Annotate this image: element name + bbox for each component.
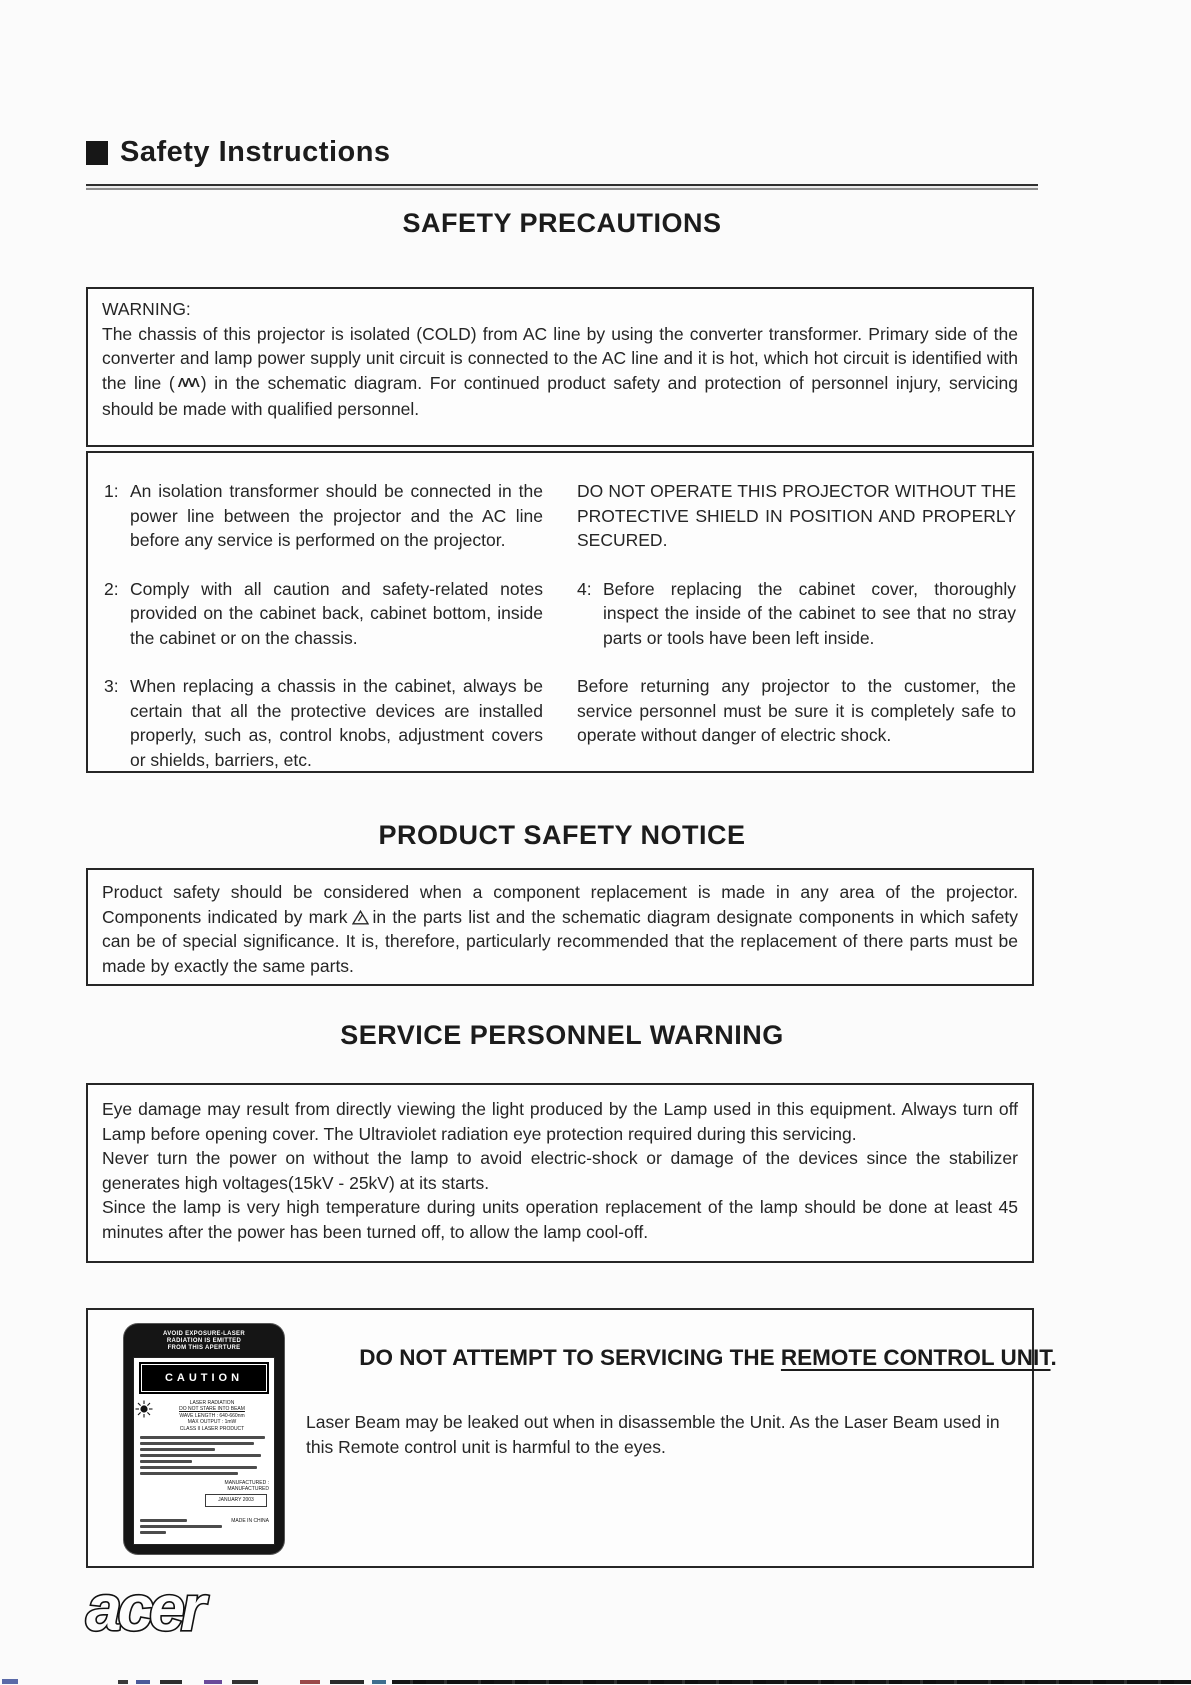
item-text: When replacing a chassis in the cabinet, always be certain that all the protective devices are installed properly, such as, control knobs, adjustment covers or shields, barriers, etc. bbox=[130, 676, 543, 770]
psn-text-part1: Product safety should be considered when a component replacement is made in any area of the projector. Components indicated by mark bbox=[102, 882, 1018, 927]
label-top-warning bbox=[124, 1324, 284, 1352]
label-top-line: RADIATION IS EMITTED bbox=[166, 1338, 242, 1344]
caution-banner: CAUTION bbox=[139, 1362, 269, 1394]
manufactured-line: MANUFACTURED : bbox=[224, 1480, 269, 1486]
item-number: 3: bbox=[104, 676, 119, 696]
item-number: 2: bbox=[104, 578, 119, 599]
fine-print-line bbox=[140, 1448, 215, 1451]
fine-print-line bbox=[140, 1460, 192, 1463]
scan-speckle bbox=[330, 1680, 364, 1684]
item-text: Comply with all caution and safety-related notes provided on the cabinet back, cabinet bottom, inside the cabinet or on the chassis. bbox=[130, 578, 543, 648]
page-title bbox=[86, 136, 391, 169]
scan-speckle bbox=[300, 1680, 320, 1684]
scan-speckle bbox=[118, 1680, 128, 1684]
precaution-item-4 bbox=[577, 577, 1016, 651]
scan-speckle bbox=[136, 1680, 150, 1684]
precautions-right-column bbox=[577, 479, 1016, 771]
manufactured-lines bbox=[139, 1480, 269, 1492]
warning-text-part2: ) in the schematic diagram. For continued product safety and protection of personnel injury, servicing should be made with qualified personnel. bbox=[102, 372, 1018, 419]
scan-speckle bbox=[232, 1680, 258, 1684]
remote-control-body: Laser Beam may be leaked out when in disassemble the Unit. As the Laser Beam used in this Remote control unit is harmful to the eyes. bbox=[306, 1412, 1000, 1457]
manufactured-line: MANUFACTURED bbox=[227, 1486, 269, 1492]
precaution-item-2 bbox=[104, 577, 543, 651]
label-bottom-row bbox=[139, 1509, 269, 1534]
heading-product-safety-notice: PRODUCT SAFETY NOTICE bbox=[378, 820, 746, 850]
rc-title-underlined: REMOTE CONTROL UNIT bbox=[780, 1345, 1051, 1370]
item-number: 1: bbox=[104, 481, 119, 501]
title-square-icon bbox=[86, 141, 108, 165]
laser-line: LASER RADIATION bbox=[189, 1399, 235, 1406]
warning-paragraph bbox=[102, 322, 1018, 422]
spw-paragraph-3: Since the lamp is very high temperature during units operation replacement of the lamp should be done at least 45 minutes after the power has been turned off, to allow the lamp cool-off. bbox=[102, 1197, 1018, 1242]
precaution-item-3 bbox=[104, 674, 543, 772]
heading-service-personnel-warning: SERVICE PERSONNEL WARNING bbox=[340, 1020, 784, 1050]
laser-caution-label bbox=[124, 1324, 284, 1554]
item-text: An isolation transformer should be connected in the power line between the projector and the AC line before any service is performed on the projector. bbox=[130, 481, 543, 550]
rc-title-plain: DO NOT ATTEMPT TO SERVICING THE bbox=[359, 1345, 781, 1370]
fine-print-line bbox=[140, 1525, 222, 1528]
do-not-operate-notice: DO NOT OPERATE THIS PROJECTOR WITHOUT THE PROTECTIVE SHIELD IN POSITION AND PROPERLY SECURED. bbox=[577, 481, 1016, 550]
before-returning-notice: Before returning any projector to the customer, the service personnel must be sure it is completely safe to operate without danger of electric shock. bbox=[577, 676, 1016, 745]
scan-artifact-line bbox=[392, 1680, 1191, 1684]
scan-speckle bbox=[204, 1680, 222, 1684]
remote-control-title bbox=[318, 1346, 1098, 1371]
acer-logo-text: acer bbox=[86, 1572, 202, 1644]
spw-paragraph-2: Never turn the power on without the lamp to avoid electric-shock or damage of the devices since the stabilizer generates high voltages(15kV - 25kV) at its starts. bbox=[102, 1148, 1018, 1193]
fine-print-line bbox=[140, 1531, 166, 1534]
title-rule bbox=[86, 184, 1038, 190]
acer-logo-graphic bbox=[82, 1566, 252, 1652]
remote-control-box bbox=[86, 1308, 1057, 1568]
laser-line: WAVE LENGTH : 640-660nm bbox=[179, 1412, 245, 1419]
warning-text-part1: The chassis of this projector is isolated (COLD) from AC line by using the converter transformer. Primary side of the converter and lamp power supply unit circuit is connected to the AC line and it is hot, which hot circuit is identified with the line ( bbox=[102, 323, 1018, 393]
scan-speckle bbox=[372, 1680, 386, 1684]
laser-line: MAX OUTPUT : 1mW bbox=[187, 1419, 237, 1425]
hot-line-symbol: ΛΛΛ bbox=[177, 374, 198, 390]
fine-print-line bbox=[140, 1466, 257, 1469]
label-inner-panel bbox=[133, 1357, 275, 1545]
fine-print-line bbox=[140, 1454, 261, 1457]
scan-speckle bbox=[2, 1679, 18, 1684]
laser-line: CLASS II LASER PRODUCT bbox=[179, 1425, 245, 1432]
fine-print-line bbox=[140, 1436, 265, 1439]
laser-notice-lines bbox=[155, 1400, 269, 1433]
warning-triangle-icon bbox=[352, 910, 369, 925]
warning-box bbox=[86, 287, 1034, 447]
laser-starburst-icon bbox=[135, 1400, 153, 1418]
rc-title-period: . bbox=[1050, 1345, 1057, 1370]
laser-line: DO NOT STARE INTO BEAM bbox=[179, 1406, 245, 1412]
precautions-left-column bbox=[104, 479, 543, 771]
fine-print-line bbox=[140, 1472, 238, 1475]
origin-text: MADE IN CHINA bbox=[231, 1518, 269, 1524]
psn-text-part2: in the parts list and the schematic diagram designate components in which safety can be of special significance. It is, therefore, particularly recommended that the replacement of there parts must be made by exactly the same parts. bbox=[102, 906, 1018, 976]
precaution-item-1 bbox=[104, 479, 543, 553]
label-top-line: AVOID EXPOSURE-LASER bbox=[163, 1331, 245, 1337]
product-safety-paragraph bbox=[102, 880, 1018, 978]
service-personnel-warning-box bbox=[86, 1083, 1034, 1263]
label-top-line: FROM THIS APERTURE bbox=[167, 1345, 241, 1351]
product-safety-notice-box bbox=[86, 868, 1034, 986]
scan-speckle bbox=[160, 1680, 182, 1684]
item-text: Before replacing the cabinet cover, thoroughly inspect the inside of the cabinet to see that no stray parts or tools have been left inside. bbox=[603, 578, 1016, 648]
warning-label: WARNING: bbox=[102, 299, 191, 319]
spw-paragraph-1: Eye damage may result from directly viewing the light produced by the Lamp used in this equipment. Always turn off Lamp before opening cover. The Ultraviolet radiation eye protection required during this servicing. bbox=[102, 1099, 1018, 1144]
precautions-box bbox=[86, 451, 1034, 773]
item-number: 4: bbox=[577, 578, 592, 599]
address-noise bbox=[139, 1516, 225, 1534]
heading-safety-precautions: SAFETY PRECAUTIONS bbox=[402, 208, 722, 238]
page-title-text: Safety Instructions bbox=[120, 136, 391, 168]
date-box: JANUARY 2003 bbox=[205, 1494, 267, 1507]
acer-logo bbox=[82, 1566, 252, 1657]
fine-print-line bbox=[140, 1519, 187, 1522]
fine-print-line bbox=[140, 1442, 254, 1445]
